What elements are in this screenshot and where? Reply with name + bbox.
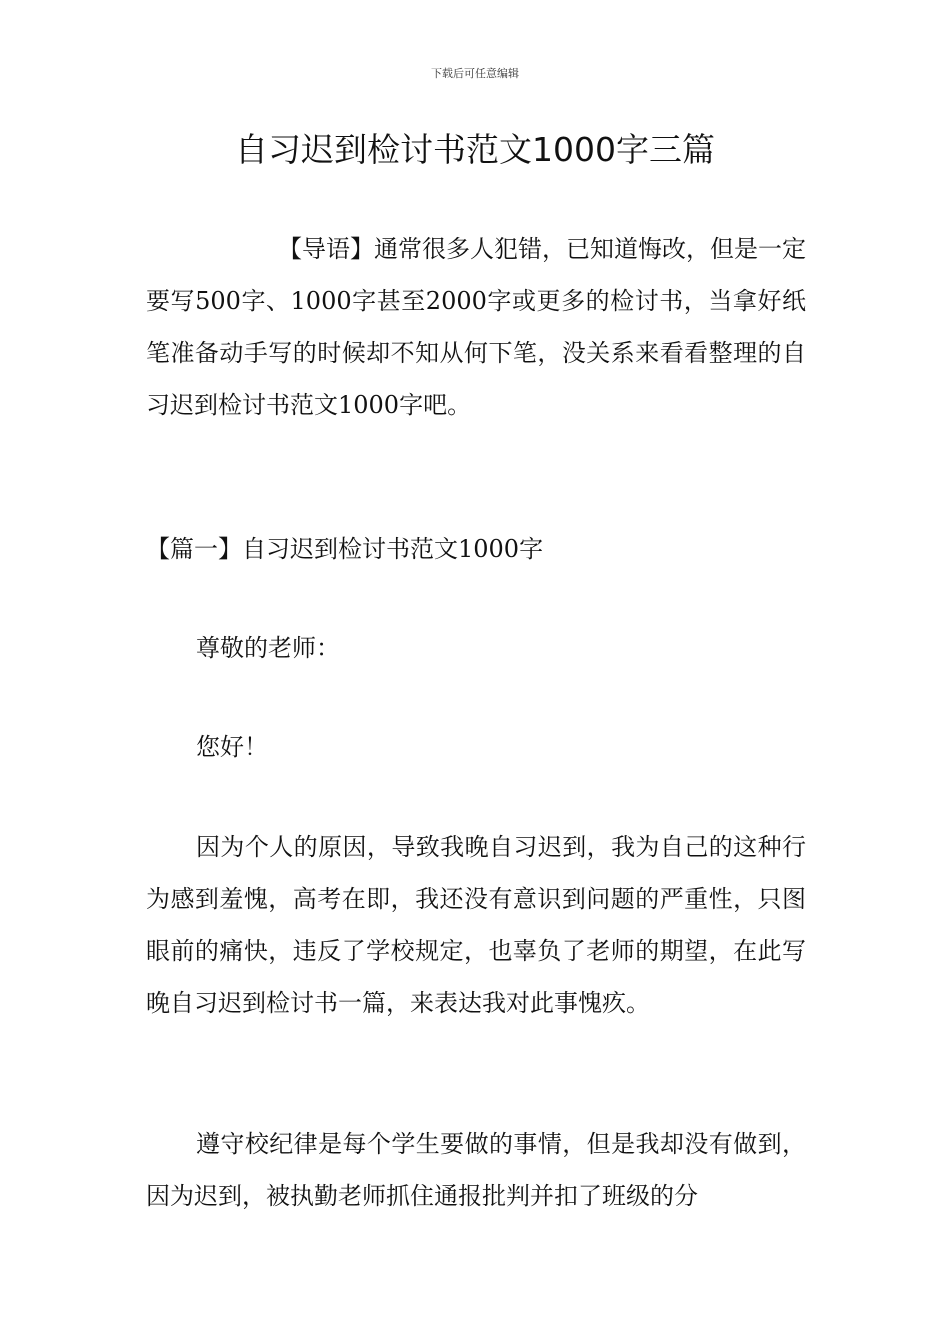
body-paragraph: 遵守校纪律是每个学生要做的事情，但是我却没有做到，因为迟到，被执勤老师抓住通报批判并扣了班级的分 (146, 1130, 806, 1210)
intro-paragraph: 【导语】通常很多人犯错，已知道悔改，但是一定要写500字、1000字甚至2000字或更多的检讨书，当拿好纸笔准备动手写的时候却不知从何下笔，没关系来看看整理的自习迟到检讨书范文1000字吧。 (146, 235, 806, 419)
greeting: 您好！ (196, 733, 268, 761)
salutation: 尊敬的老师： (196, 634, 340, 662)
body-paragraph: 因为个人的原因，导致我晚自习迟到，我为自己的这种行为感到羞愧，高考在即，我还没有意识到问题的严重性，只图眼前的痛快，违反了学校规定，也辜负了老师的期望，在此写晚自习迟到检讨书一篇，来表达我对此事愧疚。 (146, 833, 806, 1017)
document-title: 自习迟到检讨书范文1000字三篇 (235, 130, 715, 169)
section-heading: 【篇一】自习迟到检讨书范文1000字 (146, 535, 544, 563)
header-note: 下载后可任意编辑 (431, 67, 519, 80)
